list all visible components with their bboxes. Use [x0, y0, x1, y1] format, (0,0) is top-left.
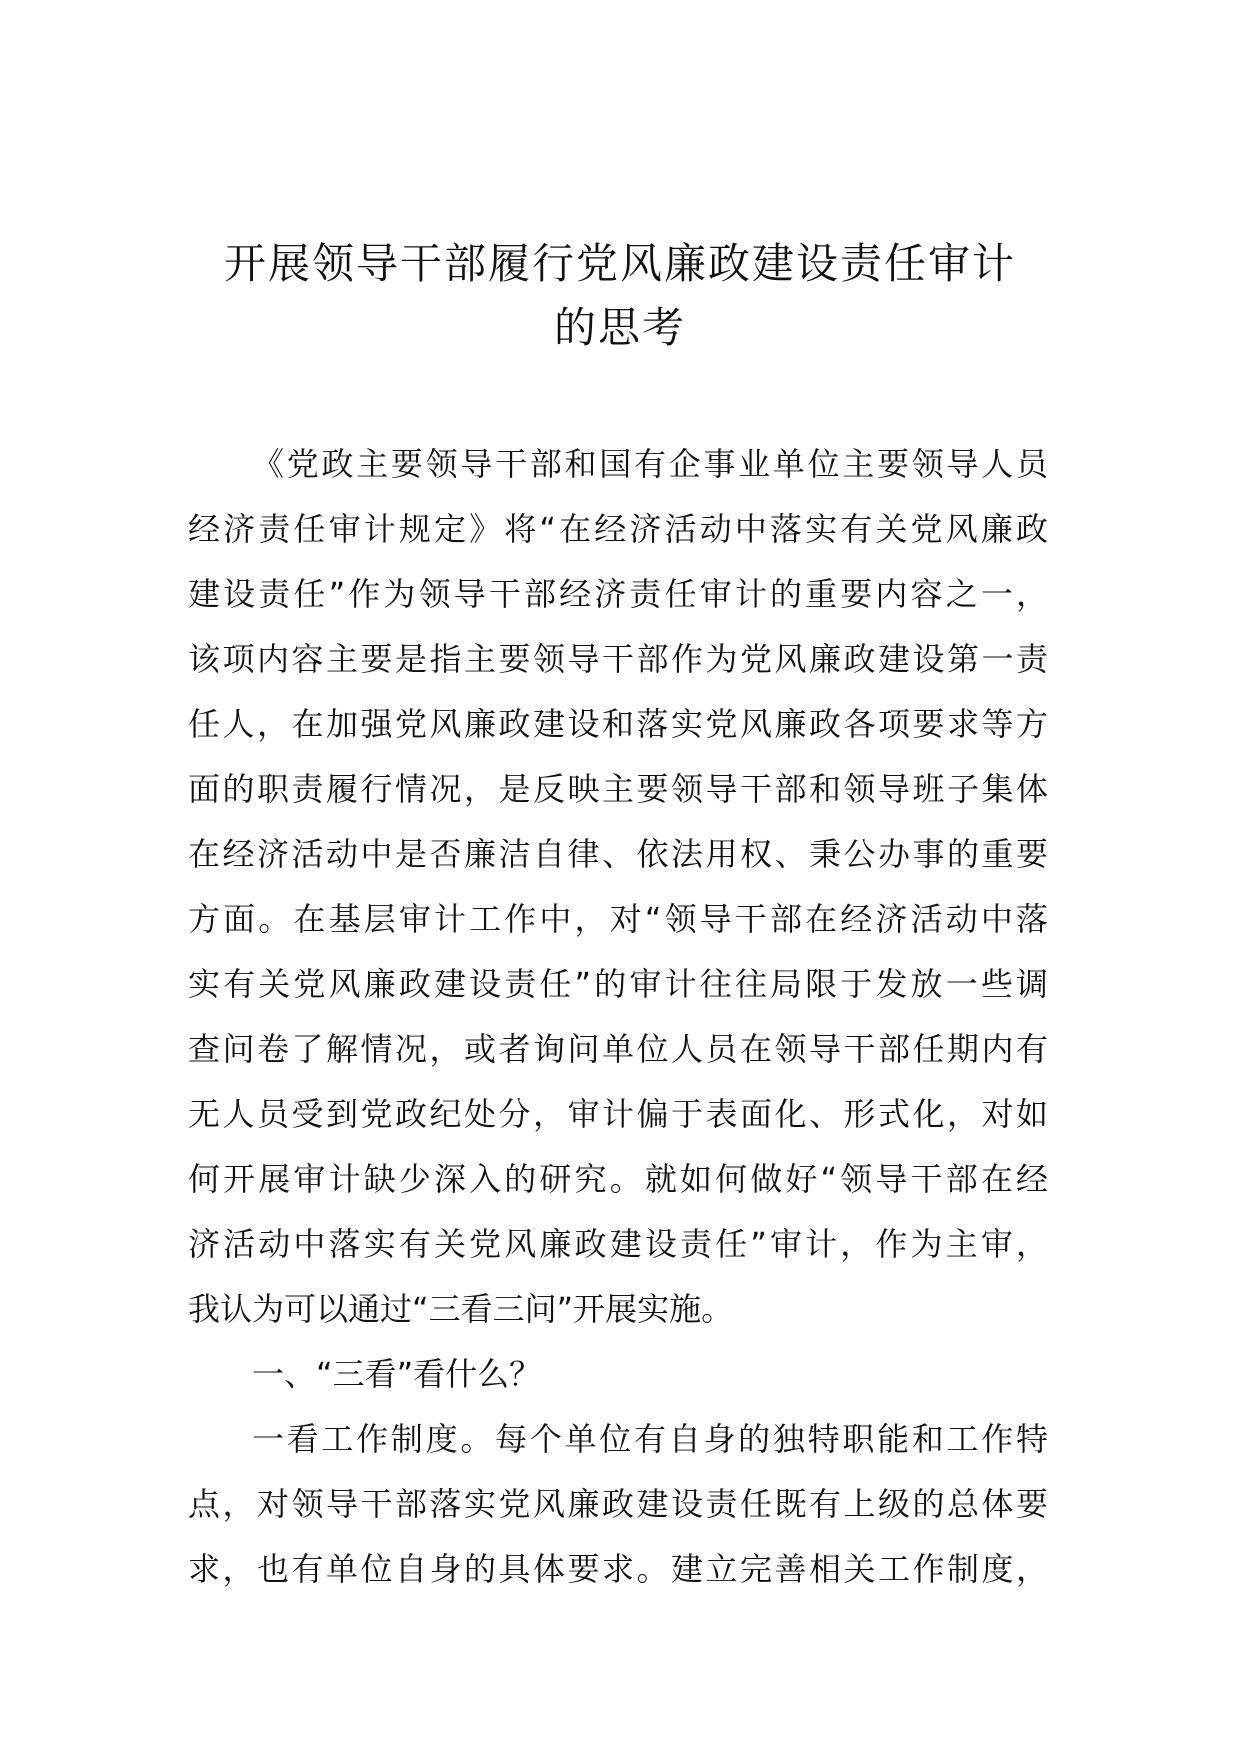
paragraph-line: 点，对领导干部落实党风廉政建设责任既有上级的总体要	[188, 1485, 1048, 1523]
section-heading: 一、“三看”看什么？	[252, 1355, 542, 1393]
document-title	[150, 232, 1090, 360]
paragraph-line: 无人员受到党政纪处分，审计偏于表面化、形式化，对如	[188, 1095, 1048, 1133]
paragraph-line: 面的职责履行情况，是反映主要领导干部和领导班子集体	[188, 770, 1048, 808]
title-line-2: 的思考	[553, 303, 686, 352]
paragraph-line: 查问卷了解情况，或者询问单位人员在领导干部任期内有	[188, 1030, 1048, 1068]
paragraph-line: 实有关党风廉政建设责任”的审计往往局限于发放一些调	[188, 965, 1048, 1003]
paragraph-line: 经济责任审计规定》将“在经济活动中落实有关党风廉政	[188, 510, 1048, 548]
title-line-1: 开展领导干部履行党风廉政建设责任审计	[223, 239, 1016, 288]
paragraph-line: 该项内容主要是指主要领导干部作为党风廉政建设第一责	[188, 640, 1048, 678]
paragraph-line: 《党政主要领导干部和国有企事业单位主要领导人员	[252, 445, 1048, 483]
paragraph-line: 我认为可以通过“三看三问”开展实施。	[188, 1290, 734, 1328]
paragraph-line: 何开展审计缺少深入的研究。就如何做好“领导干部在经	[188, 1160, 1048, 1198]
paragraph-line: 求，也有单位自身的具体要求。建立完善相关工作制度，	[188, 1550, 1048, 1588]
paragraph-line: 济活动中落实有关党风廉政建设责任”审计，作为主审，	[188, 1225, 1048, 1263]
paragraph-line: 一看工作制度。每个单位有自身的独特职能和工作特	[252, 1420, 1048, 1458]
paragraph-line: 方面。在基层审计工作中，对“领导干部在经济活动中落	[188, 900, 1048, 938]
document-body	[188, 432, 1048, 1602]
paragraph-line: 建设责任”作为领导干部经济责任审计的重要内容之一，	[188, 575, 1048, 613]
paragraph-line: 在经济活动中是否廉洁自律、依法用权、秉公办事的重要	[188, 835, 1048, 873]
paragraph-line: 任人，在加强党风廉政建设和落实党风廉政各项要求等方	[188, 705, 1048, 743]
